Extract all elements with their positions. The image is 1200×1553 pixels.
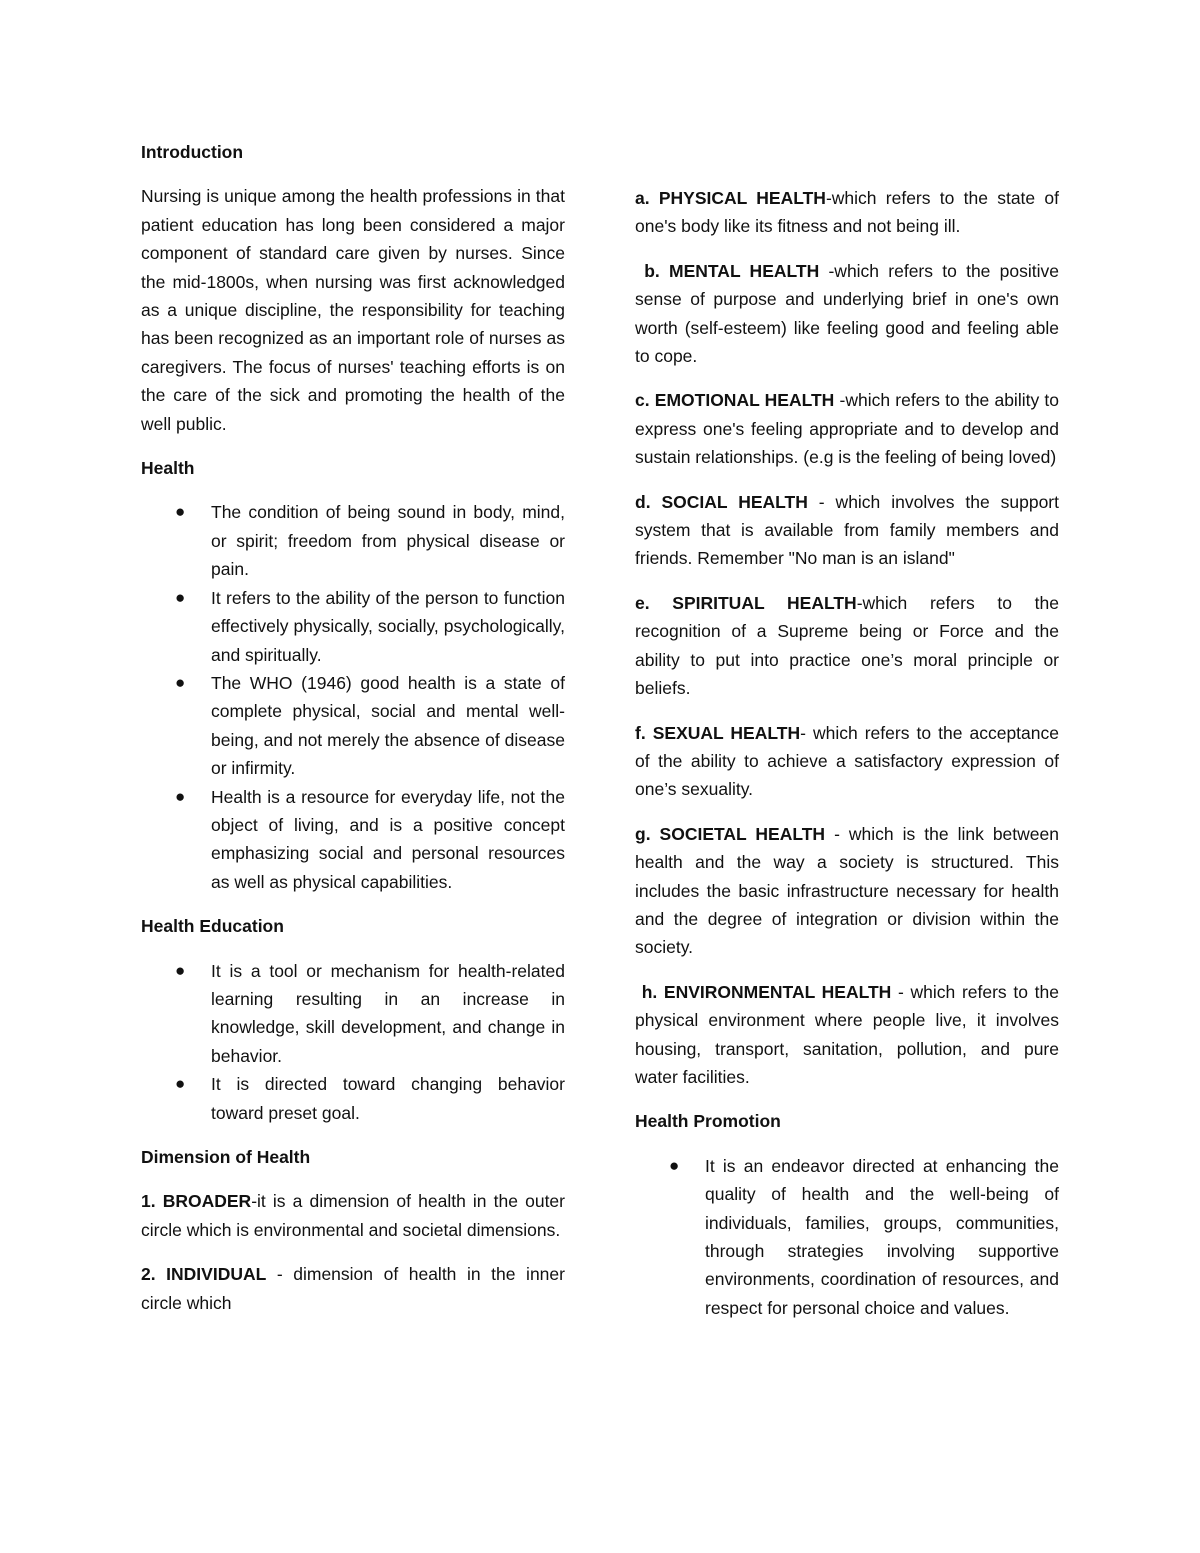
dimension-mental: b. MENTAL HEALTH -which refers to the positive sense of purpose and underlying brief in one's own worth (self-esteem) like feeling good and feeling able to cope.	[635, 260, 1059, 367]
bullet-icon: ●	[175, 587, 186, 607]
bullet-icon: ●	[175, 502, 186, 522]
education-list	[141, 957, 565, 1127]
dimension-social: d. SOCIAL HEALTH - which involves the support system that is available from family members and friends. Remember "No man is an island"	[635, 491, 1059, 569]
list-item: ● It is a tool or mechanism for health-related learning resulting in an increase in knowledge, skill development, and change in behavior.	[141, 957, 565, 1071]
intro-heading: Introduction	[141, 142, 244, 162]
dimension-societal: g. SOCIETAL HEALTH - which is the link between health and the way a society is structured. This includes the basic infrastructure necessary for health and the degree of integration or division within the society.	[635, 823, 1059, 958]
dimension-environmental: h. ENVIRONMENTAL HEALTH - which refers to the physical environment where people live, it involves housing, transport, sanitation, pollution, and pure water facilities.	[635, 981, 1059, 1087]
dimension-broader: 1. BROADER-it is a dimension of health in the outer circle which is environmental and societal dimensions.	[141, 1191, 565, 1240]
intro-paragraph: Nursing is unique among the health professions in that patient education has long been considered a major component of standard care given by nurses. Since the mid-1800s, when nursing was first acknowledged as a unique discipline, the responsibility for teaching has been recognized as an important role of nurses as caregivers. The focus of nurses' teaching efforts is on the care of the sick and promoting the health of the well public.	[141, 186, 565, 434]
list-item: ● The WHO (1946) good health is a state of complete physical, social and mental well-being, and not merely the absence of disease or infirmity.	[141, 669, 565, 783]
dimension-lead: 2. INDIVIDUAL	[141, 1264, 267, 1285]
bullet-icon: ●	[669, 1155, 680, 1175]
right-column	[635, 184, 1059, 1338]
bullet-icon: ●	[175, 672, 186, 692]
dimension-heading: Dimension of Health	[141, 1147, 311, 1167]
dimension-individual: 2. INDIVIDUAL - dimension of health in the inner circle which	[141, 1264, 565, 1313]
list-item: ● The condition of being sound in body, mind, or spirit; freedom from physical disease or pain.	[141, 498, 565, 583]
dimension-physical: a. PHYSICAL HEALTH-which refers to the state of one's body like its fitness and not being ill.	[635, 188, 1059, 237]
list-item: ● Health is a resource for everyday life, not the object of living, and is a positive concept emphasizing social and personal resources as well as physical capabilities.	[141, 783, 565, 897]
promotion-list	[635, 1152, 1059, 1322]
promotion-heading: Health Promotion	[635, 1111, 781, 1132]
bullet-icon: ●	[175, 1074, 186, 1094]
health-list	[141, 498, 565, 896]
dimension-sexual: f. SEXUAL HEALTH- which refers to the acceptance of the ability to achieve a satisfactory expression of one’s sexuality.	[635, 722, 1059, 800]
left-column	[141, 138, 565, 1333]
health-heading: Health	[141, 458, 195, 479]
bullet-icon: ●	[175, 960, 186, 980]
bullet-icon: ●	[175, 786, 186, 806]
dimension-lead: 1. BROADER	[141, 1191, 252, 1212]
dimension-spiritual: e. SPIRITUAL HEALTH-which refers to the recognition of a Supreme being or Force and the ability to put into practice one’s moral principle or beliefs.	[635, 592, 1059, 699]
education-heading: Health Education	[141, 916, 284, 937]
list-item: ● It is directed toward changing behavior toward preset goal.	[141, 1070, 565, 1127]
list-item: ● It is an endeavor directed at enhancing the quality of health and the well-being of individuals, families, groups, communities, through strategies involving supportive environments, coordination of resources, and respect for personal choice and values.	[635, 1152, 1059, 1322]
list-item: ● It refers to the ability of the person to function effectively physically, socially, psychologically, and spiritually.	[141, 584, 565, 669]
dimension-emotional: c. EMOTIONAL HEALTH -which refers to the ability to express one's feeling appropriate and to develop and sustain relationships. (e.g is the feeling of being loved)	[635, 390, 1059, 468]
